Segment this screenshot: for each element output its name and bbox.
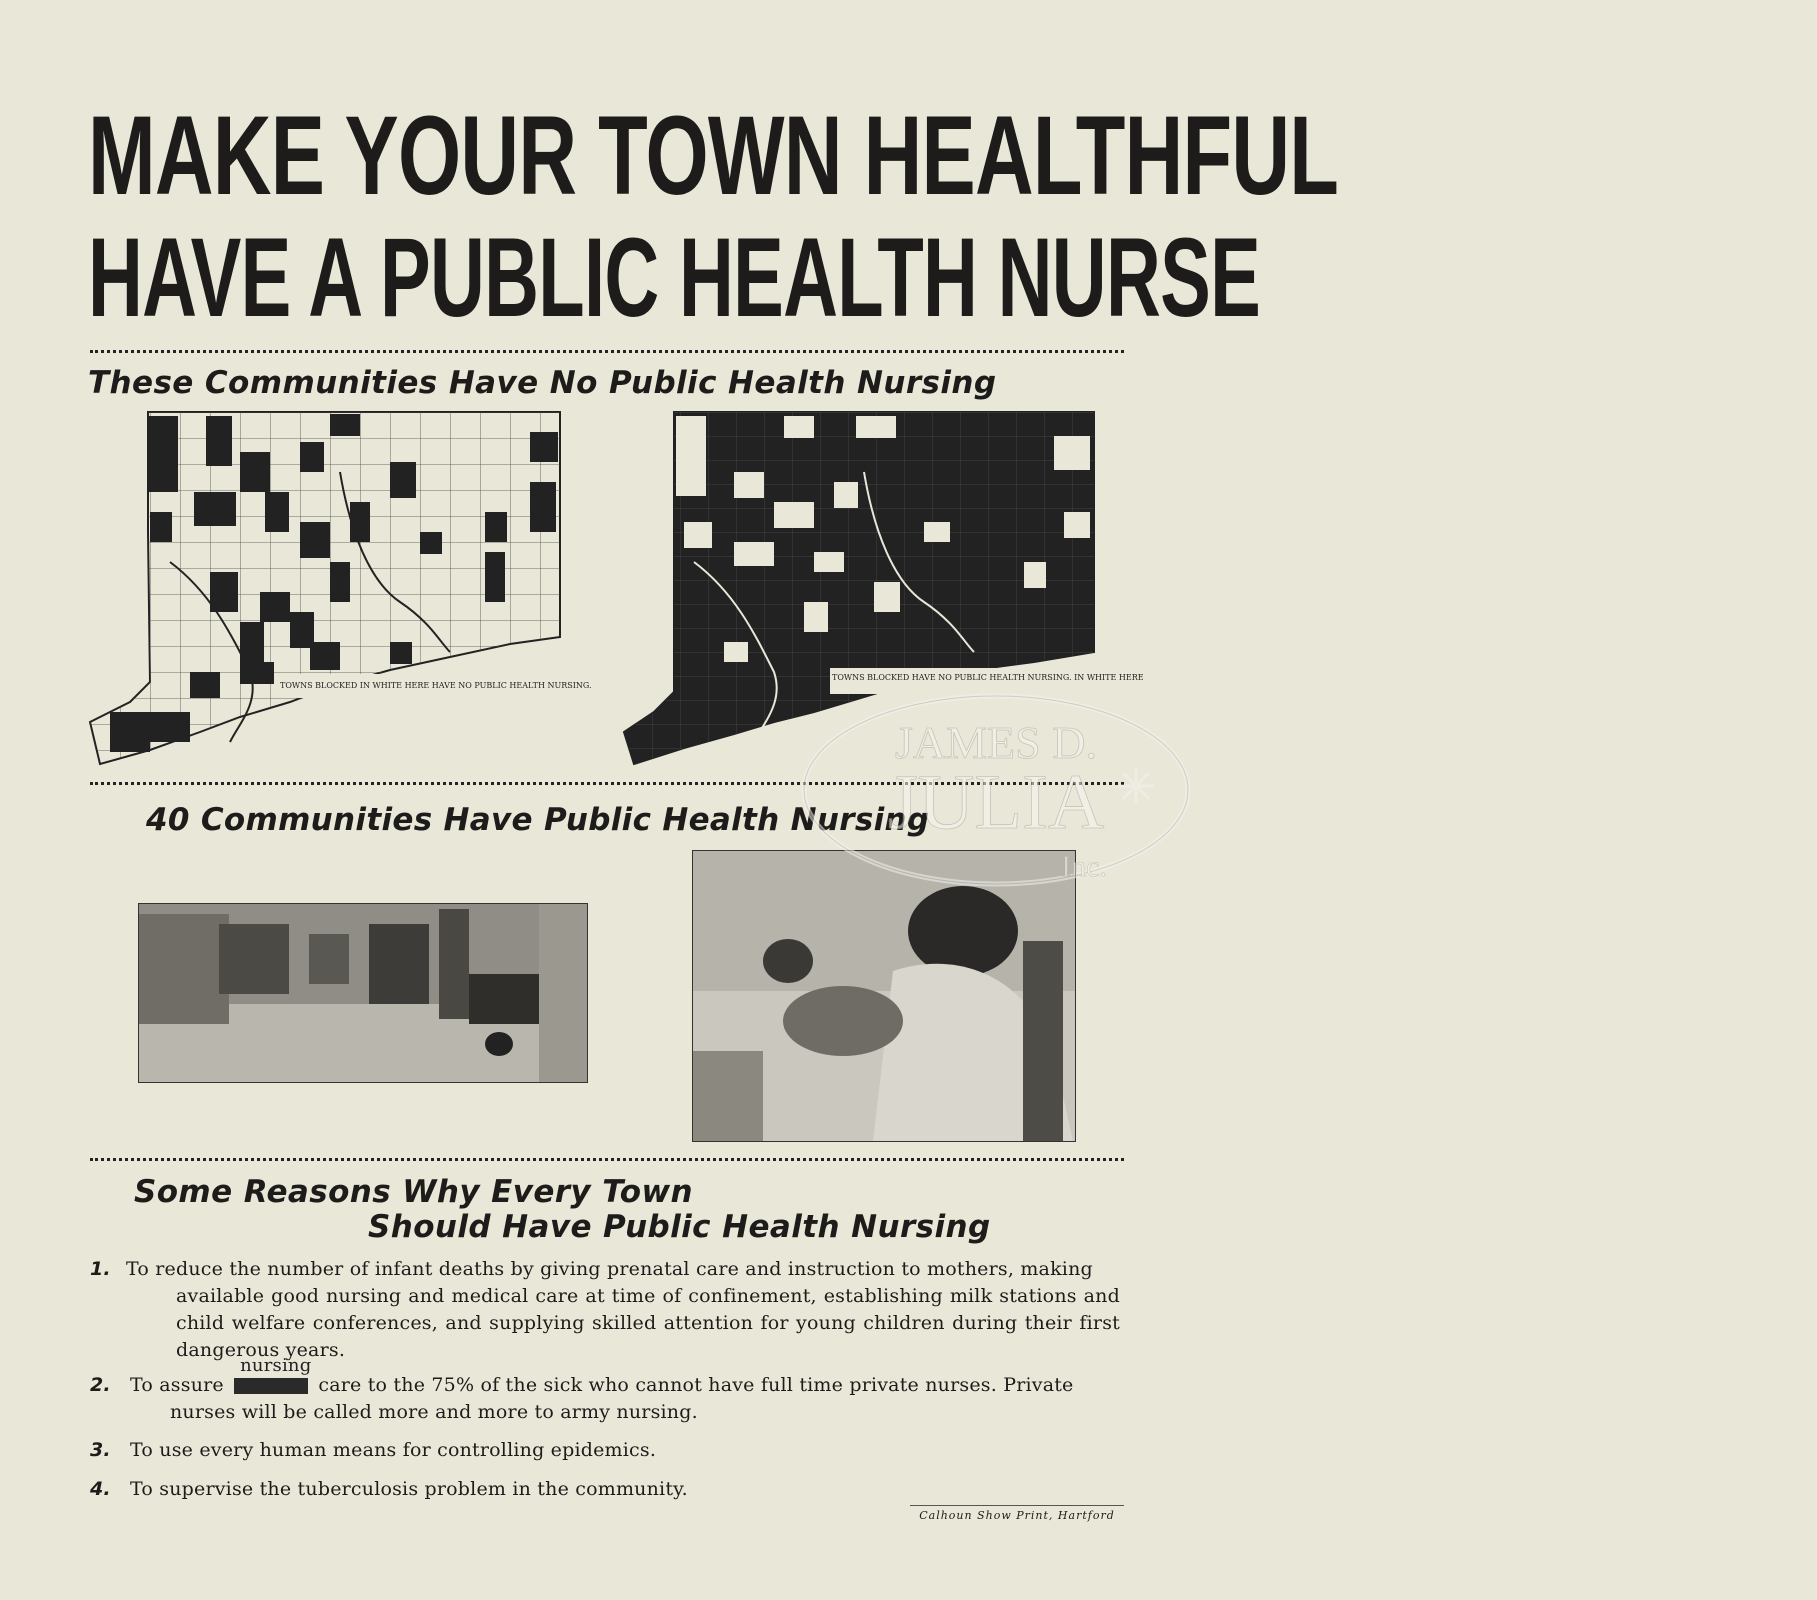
auction-watermark [800,690,1210,890]
divider-3 [90,1158,1124,1161]
room-interior-photo [138,903,588,1083]
printer-credit: Calhoun Show Print, Hartford [910,1505,1124,1522]
right-map-caption: TOWNS BLOCKED HAVE NO PUBLIC HEALTH NURSING. IN WHITE HERE [832,673,1144,682]
redaction-box [234,1355,312,1394]
reason-text-first-line: To reduce the number of infant deaths by giving prenatal care and instruction to mothers, making [126,1258,1093,1280]
reason-number: 1. [90,1258,111,1280]
reason-text-first-line: To use every human means for controlling epidemics. [130,1439,657,1461]
reason-text-part-b: care to the 75% of the sick who cannot have full time private nurses. Private [318,1374,1074,1396]
reason-text-continued: available good nursing and medical care at time of confinement, establishing milk stations and child welfare conferences, and supplying skilled attention for young children during their first dangerous years. [176,1285,1120,1361]
left-connecticut-map [90,412,592,772]
handwritten-insert: nursing [240,1355,312,1376]
reason-number: 3. [90,1439,111,1461]
headline-line-1: MAKE YOUR TOWN HEALTHFUL [88,93,1339,218]
reason-number: 2. [90,1374,111,1396]
watermark-line-1: JAMES D. [895,717,1097,768]
maps-section-title: These Communities Have No Public Health Nursing [88,365,997,401]
nurse-with-patient-photo [692,850,1076,1142]
reason-text-continued: nurses will be called more and more to army nursing. [170,1401,698,1423]
watermark-line-2: JULIA [887,758,1105,845]
reasons-title-line-2: Should Have Public Health Nursing [368,1209,991,1245]
photos-section-title: 40 Communities Have Public Health Nursing [146,802,930,838]
reason-text-first-line: To supervise the tuberculosis problem in the community. [130,1478,688,1500]
left-map-caption: TOWNS BLOCKED IN WHITE HERE HAVE NO PUBLIC HEALTH NURSING. [280,681,592,690]
reason-text-part-a: To assure [130,1374,224,1396]
watermark-star-icon [1118,768,1154,804]
watermark-line-3: Inc. [1061,850,1107,883]
reasons-title-line-1: Some Reasons Why Every Town [134,1174,693,1210]
divider-1 [90,350,1124,353]
headline-line-2: HAVE A PUBLIC HEALTH NURSE [88,215,1261,340]
reason-number: 4. [90,1478,111,1500]
reason-text-first-line [130,1355,1130,1399]
